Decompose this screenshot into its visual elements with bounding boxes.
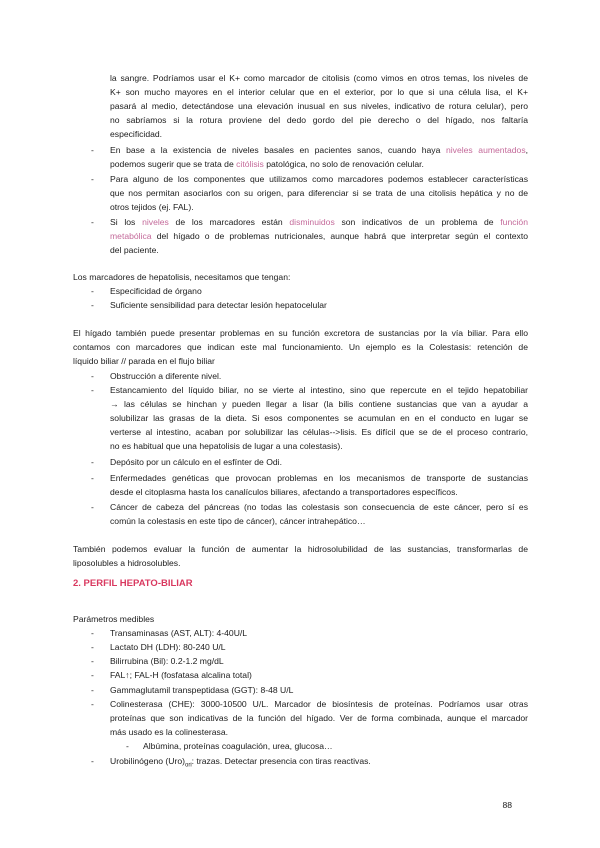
bullet-dash: - [91,628,94,638]
bullet-dash: - [91,217,94,227]
bullet-disminuidos-line-1 [110,216,528,229]
highlight-niveles-aumentados: niveles aumentados [445,145,526,155]
bullet-componentes-line-3: otros tejidos (ej. FAL). [110,202,194,212]
param-transaminasas: Transaminasas (AST, ALT): 4-40U/L [110,628,248,638]
text: son indicativos de un problema de [334,217,501,227]
text: : trazas. Detectar presencia con tiras reactivas. [191,756,371,766]
bullet-componentes-line-1: Para alguno de los componentes que utilizamos como marcadores podemos establecer características [110,174,528,184]
intro-line-5: especificidad. [110,129,163,139]
biliar-item-geneticas-2: desde el citoplasma hasta los canalículos biliares, afectando a transportadores específicos. [110,487,458,497]
intro-line-1: la sangre. Podríamos usar el K+ como marcador de citolisis (como vimos en otros temas, los niveles de [110,73,528,83]
param-colinesterasa-3: más usado es la colinesterasa. [110,727,228,737]
hepatolisis-intro: Los marcadores de hepatolisis, necesitamos que tengan: [73,272,291,282]
bullet-dash: - [91,174,94,184]
hepatolisis-item-1: Especificidad de órgano [110,286,202,296]
bullet-dash: - [91,145,94,155]
page-number: 88 [502,800,512,810]
text: En base a la existencia de niveles basales en pacientes sanos, cuando haya [110,145,446,155]
bullet-disminuidos-line-2 [110,230,528,243]
param-colinesterasa-1: Colinesterasa (CHE): 3000-10500 U/L. Marcador de biosíntesis de proteínas. Podríamos usar otras [110,699,528,709]
highlight-citolisis: citólisis [236,159,264,169]
biliar-item-cancer-2: común la colestasis en este tipo de cáncer), cáncer intrahepático… [110,516,366,526]
bullet-dash: - [91,457,94,467]
param-urobilinogeno [110,755,371,773]
bullet-dash: - [91,656,94,666]
biliar-line-3: líquido biliar // parada en el flujo biliar [73,356,215,366]
text: Urobilinógeno (Uro) [110,756,185,766]
intro-line-2: K+ son mucho mayores en el interior celular que en el exterior, por lo que si una célula lisa, el K+ [110,87,528,97]
biliar-line-2: contamos con marcadores que indican este mal funcionamiento. Un ejemplo es la Colestasis: retención de [73,342,528,352]
params-title: Parámetros medibles [73,614,155,624]
text: podemos sugerir que se trata de [110,159,237,169]
text: patológica, no solo de renovación celular. [263,159,424,169]
param-lactato: Lactato DH (LDH): 80-240 U/L [110,642,226,652]
biliar-item-cancer-1: Cáncer de cabeza del páncreas (no todas las colestasis son consecuencia de este cáncer, pero sí es [110,502,528,512]
bullet-dash: - [91,473,94,483]
param-subitem-dash: - [126,741,129,751]
intro-line-4: no sabríamos si la rotura proviene del dedo gordo del pie derecho o del hígado, nos faltaría [110,115,528,125]
biliar-item-estancamiento-2: → las células se hinchan y pueden llegar a lisar (la bilis contiene sustancias que van a ayudar a [110,399,528,409]
biliar-item-estancamiento-3: solubilizar las grasas de la dieta. Si esos componentes se acumulan en en el conducto en lugar se [110,413,528,423]
biliar-item-estancamiento-5: no es habitual que una hepatolisis de lugar a una colestasis). [110,441,343,451]
highlight-niveles: niveles [142,217,169,227]
param-bilirrubina: Bilirrubina (Bil): 0.2-1.2 mg/dL [110,656,224,666]
biliar-item-estancamiento-1: Estancamiento del líquido biliar, no se vierte al intestino, sino que repercute en el tejido hepatobiliar [110,385,528,395]
text: de los marcadores están [168,217,290,227]
bullet-niveles-aumentados [110,144,528,157]
subscript: ori [185,762,192,769]
hidro-line-2: liposolubles a hidrosolubles. [73,558,181,568]
text: Si los [110,217,143,227]
bullet-dash: - [91,685,94,695]
bullet-dash: - [91,300,94,310]
param-colinesterasa-2: proteínas que son indicativas de la función del hígado. Ver de forma combinada, aunque el marcador [110,713,528,723]
intro-line-3: pasará al medio, detectándose una elevación inusual en sus niveles, indicativo de rotura celular), pero [110,101,528,111]
highlight-funcion: función [500,217,528,227]
highlight-disminuidos: disminuidos [289,217,335,227]
hidro-line-1: También podemos evaluar la función de aumentar la hidrosolubilidad de las sustancias, transformarlas de [73,544,528,554]
bullet-dash: - [91,670,94,680]
bullet-dash: - [91,642,94,652]
biliar-item-estancamiento-4: verterse al intestino, acaban por solubilizar las células-->lisis. Es difícil que se de el proceso contrario, [110,427,528,437]
bullet-dash: - [91,502,94,512]
bullet-componentes-line-2: que nos permitan asociarlos con su origen, para diferenciar si se trata de una citolisis hepática y no de [110,188,528,198]
biliar-item-deposito: Depósito por un cálculo en el esfínter de Odi. [110,457,282,467]
bullet-dash: - [91,385,94,395]
section-heading: 2. PERFIL HEPATO-BILIAR [73,578,193,589]
text: del hígado o de problemas nutricionales, aunque habrá que interpretar según el contexto [151,231,528,241]
bullet-dash: - [91,286,94,296]
biliar-line-1: El hígado también puede presentar problemas en su función excretora de sustancias por la vía biliar. Para ello [73,328,528,338]
biliar-item-obstruccion: Obstrucción a diferente nivel. [110,371,222,381]
biliar-item-geneticas-1: Enfermedades genéticas que provocan problemas en los mecanismos de transporte de sustancias [110,473,528,483]
bullet-dash: - [91,756,94,766]
param-ggt: Gammaglutamil transpeptidasa (GGT): 8-48 U/L [110,685,294,695]
hepatolisis-item-2: Suficiente sensibilidad para detectar lesión hepatocelular [110,300,327,310]
param-fal: FAL↑; FAL-H (fosfatasa alcalina total) [110,670,252,680]
bullet-dash: - [91,699,94,709]
highlight-metabolica: metabólica [110,231,152,241]
param-colinesterasa-subitem: Albúmina, proteínas coagulación, urea, glucosa… [143,741,333,751]
bullet-dash: - [91,371,94,381]
text: , [525,145,528,155]
bullet-citolisis-line [110,158,424,171]
bullet-disminuidos-line-3: del paciente. [110,245,159,255]
